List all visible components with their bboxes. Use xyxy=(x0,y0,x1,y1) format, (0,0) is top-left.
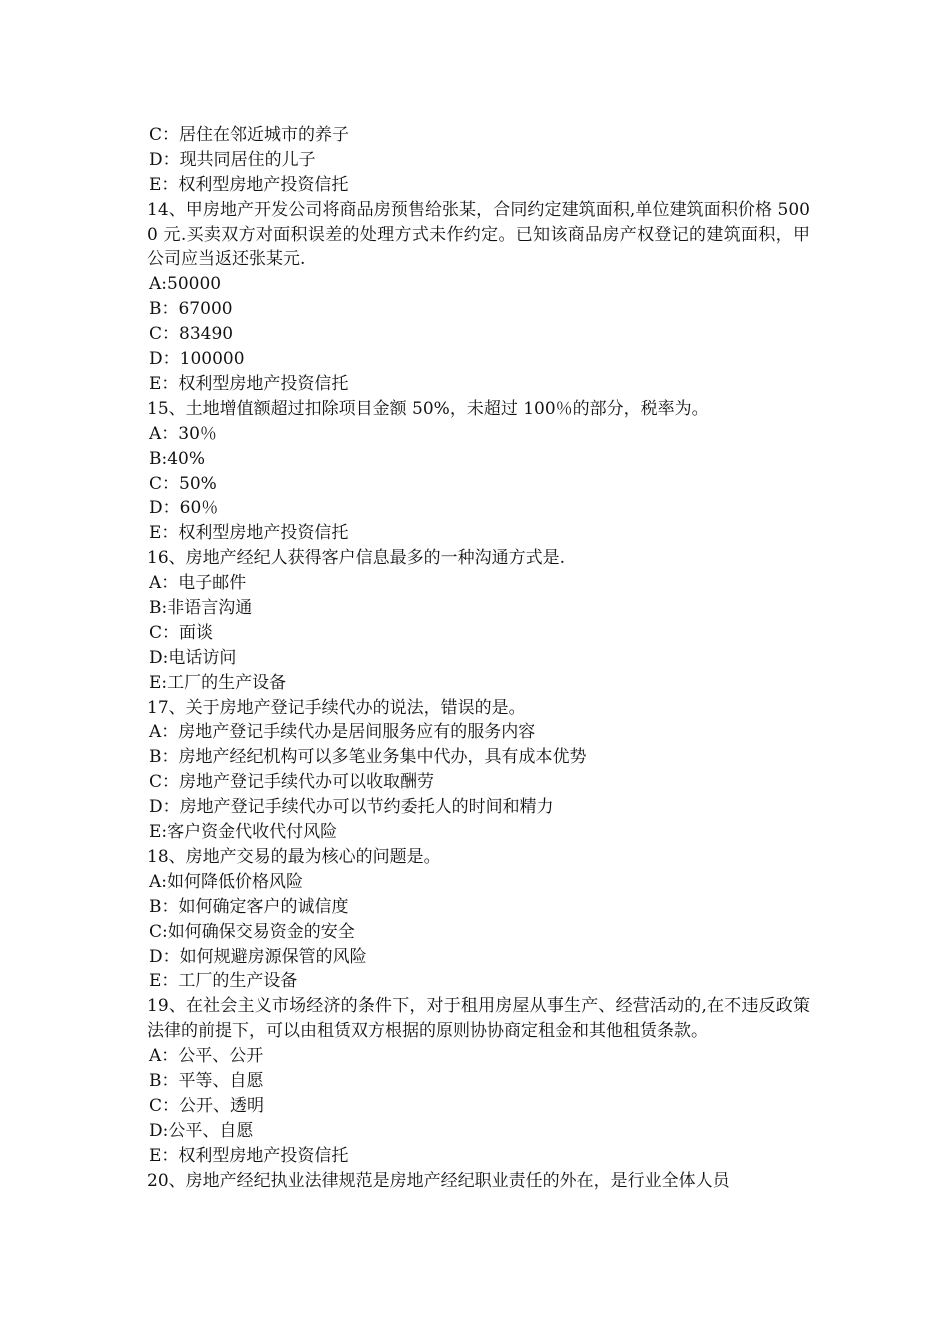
answer-option: E：权利型房地产投资信托 xyxy=(149,373,349,394)
answer-option: D：如何规避房源保管的风险 xyxy=(149,946,367,967)
answer-option: D：房地产登记手续代办可以节约委托人的时间和精力 xyxy=(149,797,554,818)
question-text: 18、房地产交易的最为核心的问题是。 xyxy=(147,846,441,867)
answer-option: E：权利型房地产投资信托 xyxy=(149,174,349,195)
answer-option: A：公平、公开 xyxy=(149,1046,264,1067)
question-text: 14、甲房地产开发公司将商品房预售给张某，合同约定建筑面积,单位建筑面积价格 5000 元.买卖双方对面积误差的处理方式未作约定。已知该商品房产权登记的建筑面积，甲公司应当返还张某元. xyxy=(147,199,810,270)
answer-option: D：60％ xyxy=(149,498,219,519)
answer-option: B:非语言沟通 xyxy=(149,598,253,618)
answer-option: D:公平、自愿 xyxy=(149,1120,254,1141)
answer-option: C：公开、透明 xyxy=(149,1095,265,1116)
question-text: 16、房地产经纪人获得客户信息最多的一种沟通方式是. xyxy=(147,548,566,569)
question-text: 20、房地产经纪执业法律规范是房地产经纪职业责任的外在，是行业全体人员 xyxy=(147,1170,730,1191)
answer-option: C：居住在邻近城市的养子 xyxy=(149,125,350,145)
answer-option: D:电话访问 xyxy=(149,647,237,668)
answer-option: A:50000 xyxy=(149,274,222,295)
answer-option: E:客户资金代收代付风险 xyxy=(149,822,338,843)
answer-option: A：电子邮件 xyxy=(149,573,247,594)
answer-option: C:如何确保交易资金的安全 xyxy=(149,921,355,942)
answer-option: A：房地产登记手续代办是居间服务应有的服务内容 xyxy=(149,722,536,743)
answer-option: C：面谈 xyxy=(149,622,214,643)
answer-option: A：30％ xyxy=(149,423,217,444)
answer-option: B：平等、自愿 xyxy=(149,1070,264,1091)
answer-option: D：现共同居住的儿子 xyxy=(149,149,316,170)
answer-option: E：工厂的生产设备 xyxy=(149,971,298,992)
answer-option: D：100000 xyxy=(149,349,245,370)
question-text: 19、在社会主义市场经济的条件下，对于租用房屋从事生产、经营活动的,在不违反政策法律的前提下，可以由租赁双方根据的原则协协商定租金和其他租赁条款。 xyxy=(147,996,810,1042)
answer-option: B:40% xyxy=(149,448,206,469)
answer-option: B：如何确定客户的诚信度 xyxy=(149,896,349,917)
answer-option: E：权利型房地产投资信托 xyxy=(149,523,349,544)
answer-option: E:工厂的生产设备 xyxy=(149,672,287,693)
question-text: 15、土地增值额超过扣除项目金额 50%，未超过 100％的部分，税率为。 xyxy=(147,398,709,419)
answer-option: C：50% xyxy=(149,473,217,494)
answer-option: E：权利型房地产投资信托 xyxy=(149,1145,349,1166)
answer-option: C：房地产登记手续代办可以收取酬劳 xyxy=(149,772,435,793)
answer-option: B：67000 xyxy=(149,299,233,320)
answer-option: B：房地产经纪机构可以多笔业务集中代办，具有成本优势 xyxy=(149,747,587,768)
question-text: 17、关于房地产登记手续代办的说法，错误的是。 xyxy=(147,697,526,718)
answer-option: A:如何降低价格风险 xyxy=(149,871,304,892)
document-body xyxy=(147,123,810,1193)
answer-option: C：83490 xyxy=(149,324,234,345)
